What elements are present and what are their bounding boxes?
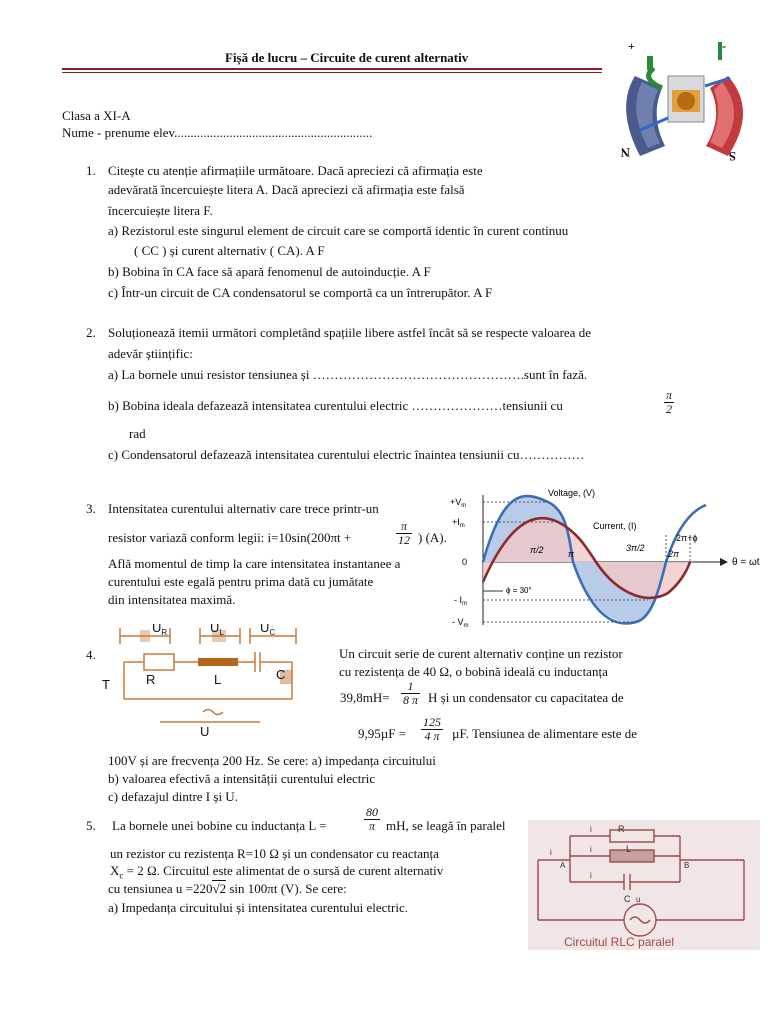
q4-fraction-c: $\frac{125}{4 \pi}$ xyxy=(423,715,441,743)
circuit4-uc: $U_C$ xyxy=(260,624,276,637)
q5-line2: un rezistor cu rezistența R=10 Ω și un condensator cu reactanța xyxy=(110,846,439,861)
phase-graph xyxy=(448,485,766,630)
q2-item-c: c) Condensatorul defazează intensitatea curentului electric înaintea tensiunii cu…………… xyxy=(108,447,585,462)
circuit5-ic: i xyxy=(590,871,592,880)
q1-item-a2: ( CC ) și curent alternativ ( CA). A F xyxy=(134,243,325,258)
circuit5-u: u xyxy=(636,895,641,904)
graph-neg-vm: - $V_m$ xyxy=(452,617,469,629)
circuit4-c: C xyxy=(276,667,286,682)
motor-minus: - xyxy=(722,39,726,53)
dc-motor-image xyxy=(610,38,760,168)
q4-line5: 100V și are frecvența 200 Hz. Se cere: a) impedanța circuitului xyxy=(108,753,436,768)
q3-number: 3. xyxy=(86,501,96,516)
circuit5-caption: Circuitul RLC paralel xyxy=(564,935,675,949)
q1-item-a: a) Rezistorul este singurul element de circuit care se comportă identic în curent continuu xyxy=(108,223,569,238)
series-circuit-diagram xyxy=(100,624,300,736)
title-rule-thin xyxy=(62,72,602,73)
q3-line5: din intensitatea maximă. xyxy=(108,592,236,607)
class-label: Clasa a XI-A xyxy=(62,108,131,123)
q3-line3: Află momentul de timp la care intensitatea instantanee a xyxy=(108,556,401,571)
q2-item-a: a) La bornele unui resistor tensiunea și ………………………………………….sunt în fază. xyxy=(108,367,588,382)
q1-line1: Citește cu atenție afirmațiile următoare. Dacă apreciezi că afirmația este xyxy=(108,163,483,178)
q2-item-b: b) Bobina ideala defazează intensitatea curentului electric …………………tensiunii cu xyxy=(108,398,563,413)
q4-line4b: µF. Tensiunea de alimentare este de xyxy=(452,726,638,741)
motor-s: S xyxy=(728,149,736,164)
motor-plus: + xyxy=(628,39,635,53)
parallel-circuit-diagram xyxy=(528,820,760,950)
circuit4-u: U xyxy=(200,724,210,736)
circuit5-l: L xyxy=(626,844,632,854)
motor-n: N xyxy=(620,145,630,160)
q5-line1b: mH, se leagă în paralel xyxy=(386,818,506,833)
page-title: Fișă de lucru – Circuite de curent alternativ xyxy=(225,50,469,65)
q3-fraction: $\frac{\pi}{12}$ xyxy=(398,519,410,547)
q1-line3: încercuiește litera F. xyxy=(108,203,213,218)
name-label: Nume - prenume elev............................................................. xyxy=(62,125,373,140)
graph-tick-2pi-phi: 2π+ϕ xyxy=(676,533,698,543)
graph-im: $+I_m$ xyxy=(452,517,465,529)
graph-neg-im: - $I_m$ xyxy=(454,595,467,607)
q1-line2: adevărată încercuiește litera A. Dacă apreciezi că afirmația este falsă xyxy=(108,182,465,197)
q3-line4: curentului este egală pentru prima dată cu jumătate xyxy=(108,574,374,589)
q2-line2: adevăr științific: xyxy=(108,346,193,361)
q1-item-c: c) Într-un circuit de CA condensatorul se comportă ca un întrerupător. A F xyxy=(108,285,493,300)
q2-rad: rad xyxy=(129,426,146,441)
graph-zero: 0 xyxy=(462,557,468,567)
q5-number: 5. xyxy=(86,818,96,833)
circuit5-r: R xyxy=(618,824,625,834)
q3-line1: Intensitatea curentului alternativ care trece printr-un xyxy=(108,501,379,516)
q4-number: 4. xyxy=(86,647,96,662)
q5-line1a: La bornele unei bobine cu inductanța L = xyxy=(112,818,327,833)
q1-number: 1. xyxy=(86,163,96,178)
graph-voltage-label: Voltage, (V) xyxy=(548,488,596,498)
q4-line1: Un circuit serie de curent alternativ conține un rezistor xyxy=(339,646,623,661)
graph-vm: $+V_m$ xyxy=(450,497,467,509)
q5-line3: $X_c = 2$ Ω. Circuitul este alimentat de o sursă de curent alternativ xyxy=(110,863,444,881)
graph-current-label: Current, (I) xyxy=(593,521,637,531)
circuit4-r: R xyxy=(146,672,156,687)
q3-line2a: resistor variază conform legii: i=10sin(200πt + xyxy=(108,530,352,545)
q2-number: 2. xyxy=(86,325,96,340)
q5-fraction: $\frac{80}{\pi}$ xyxy=(366,805,378,833)
circuit5-ir: i xyxy=(590,825,592,834)
circuit5-node-a: A xyxy=(560,861,566,870)
circuit4-arrow: T xyxy=(102,677,110,692)
graph-tick-3pi-half: 3π/2 xyxy=(626,543,645,553)
circuit4-ur: $U_R$ xyxy=(152,624,168,637)
circuit5-i: i xyxy=(550,848,552,857)
title-rule xyxy=(62,68,602,70)
circuit4-ul: $U_L$ xyxy=(210,624,224,637)
graph-tick-pi-half: π/2 xyxy=(530,545,544,555)
q4-fraction-l: $\frac{1}{8 \pi}$ xyxy=(403,679,419,707)
graph-tick-pi: π xyxy=(568,549,575,559)
q4-line7: c) defazajul dintre I și U. xyxy=(108,789,238,804)
q4-line2: cu rezistența de 40 Ω, o bobină ideală cu inductanța xyxy=(339,664,608,679)
q4-line4a: 9,95µF = xyxy=(358,726,407,741)
q2-fraction: $\frac{\pi}{2}$ xyxy=(666,388,673,416)
q4-line3b: H și un condensator cu capacitatea de xyxy=(428,690,624,705)
q4-line3a: 39,8mH= xyxy=(340,690,390,705)
q1-item-b: b) Bobina în CA face să apară fenomenul de autoinducție. A F xyxy=(108,264,431,279)
circuit4-l: L xyxy=(214,672,222,687)
q5-line5: a) Impedanța circuitului și intensitatea curentului electric. xyxy=(108,900,408,915)
q5-line4: cu tensiunea u =220√2 sin 100πt (V). Se cere: xyxy=(108,881,347,896)
graph-tick-2pi: 2π xyxy=(668,549,680,559)
q3-line2b: ) (A). xyxy=(418,530,447,545)
graph-phi-label: ϕ = 30° xyxy=(506,586,532,595)
circuit5-il: i xyxy=(590,845,592,854)
q2-line1: Soluționează itemii următori completând spațiile libere astfel încât să se respecte valoarea de xyxy=(108,325,591,340)
circuit5-c: C xyxy=(624,894,631,904)
graph-theta-label: θ = ωt xyxy=(732,557,760,568)
q4-line6: b) valoarea efectivă a intensității curentului electric xyxy=(108,771,376,786)
circuit5-node-b: B xyxy=(684,861,690,870)
